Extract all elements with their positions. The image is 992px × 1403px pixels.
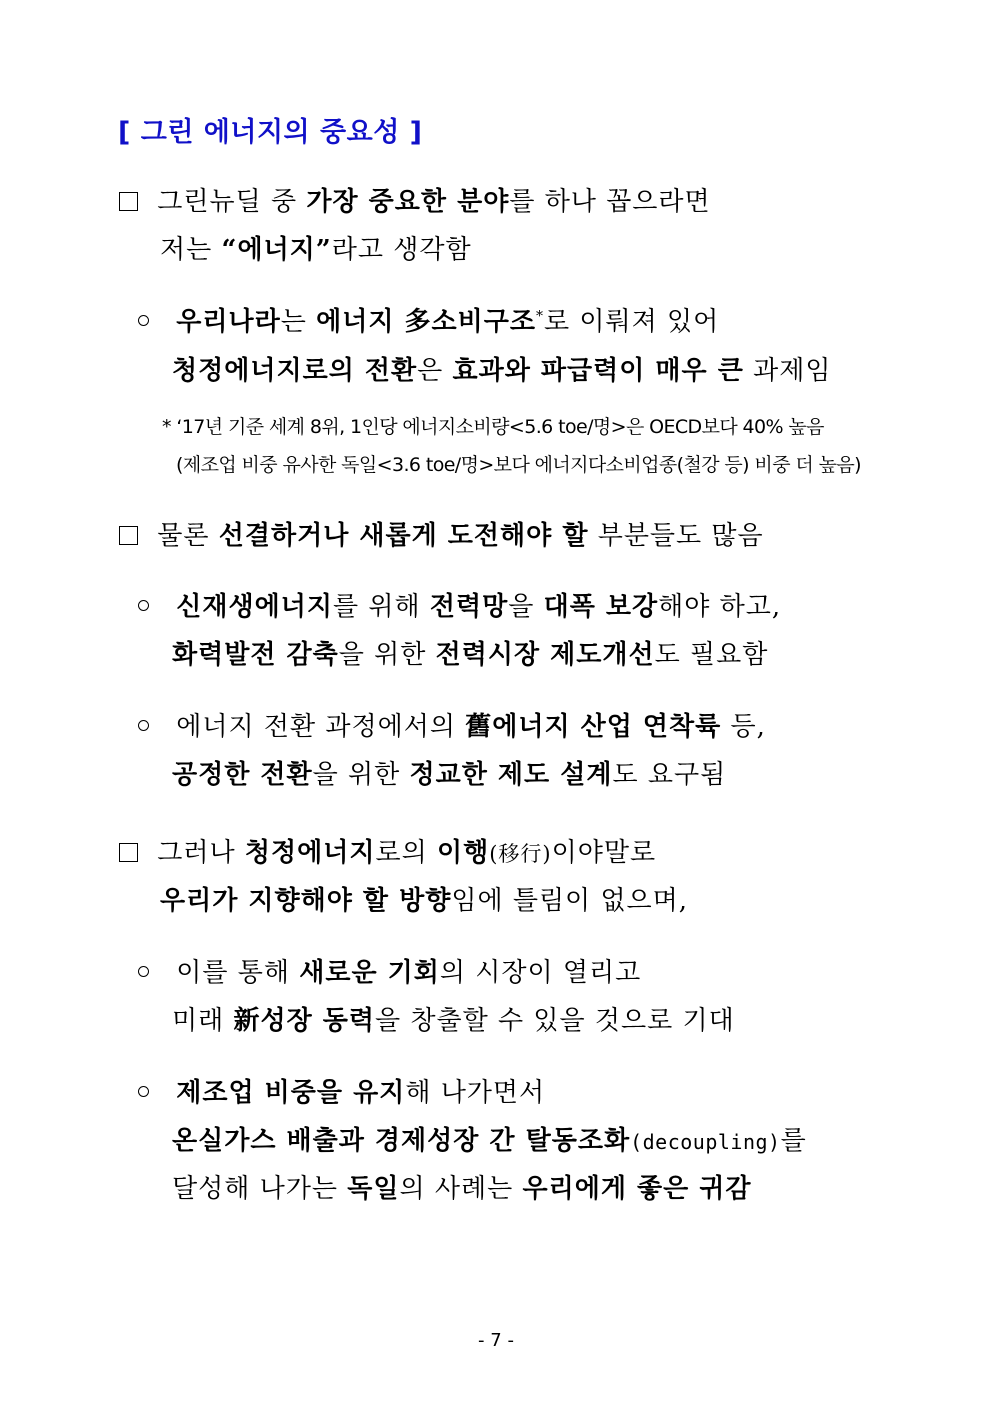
english-annotation: (decoupling): [630, 1130, 781, 1154]
circle-bullet-icon: [138, 1086, 149, 1097]
text: 는: [280, 307, 317, 337]
emphasis: 독일: [347, 1174, 400, 1204]
emphasis: 이행: [436, 838, 490, 868]
emphasis: “에너지”: [221, 235, 332, 265]
text: 을 창출할 수 있을 것으로 기대: [375, 1006, 735, 1036]
text: 이를 통해: [176, 958, 300, 988]
circle-bullet-icon: [138, 720, 149, 731]
page-number: - 7 -: [478, 1330, 514, 1351]
square-bullet-icon: [119, 526, 138, 545]
text: 에너지 전환 과정에서의: [176, 712, 466, 742]
text: 로 이뤄져 있어: [544, 307, 720, 337]
text: 도 요구됨: [612, 760, 727, 790]
emphasis: 우리가 지향해야 할 방향: [160, 886, 452, 916]
section-heading: [ 그린 에너지의 중요성 ]: [118, 117, 423, 148]
text: 그러나: [157, 838, 245, 868]
text: 미래: [172, 1006, 234, 1036]
section-1-line-1: [119, 189, 711, 215]
text: 를: [780, 1126, 807, 1156]
emphasis: 新성장 동력: [233, 1006, 376, 1036]
footnote-line-1: * ‘17년 기준 세계 8위, 1인당 에너지소비량<5.6 toe/명>은 OECD보다 40% 높음: [162, 416, 824, 438]
section-1-bullet-1-line-2: [172, 358, 831, 384]
emphasis: 신재생에너지: [176, 592, 333, 622]
text: 의 사례는: [399, 1174, 523, 1204]
emphasis: 대폭 보강: [543, 592, 659, 622]
emphasis: 전력망: [429, 592, 509, 622]
section-3-line-2: [160, 888, 688, 914]
text: 저는: [160, 235, 222, 265]
circle-bullet-icon: [138, 600, 149, 611]
emphasis: 화력발전 감축: [172, 640, 339, 670]
emphasis: 에너지 多소비구조: [316, 307, 536, 337]
emphasis: 청정에너지: [244, 838, 376, 868]
emphasis: 온실가스 배출과 경제성장 간 탈동조화: [172, 1126, 631, 1156]
square-bullet-icon: [119, 843, 138, 862]
emphasis: 공정한 전환: [172, 760, 313, 790]
section-1-bullet-1-line-1: [138, 309, 719, 335]
text: 해야 하고,: [658, 592, 782, 622]
text: 이야말로: [551, 838, 657, 868]
section-3-bullet-2-line-3: [172, 1176, 752, 1202]
section-2-bullet-1-line-2: [172, 642, 768, 668]
emphasis: 우리나라: [176, 307, 281, 337]
circle-bullet-icon: [138, 966, 149, 977]
section-3-line-1: [119, 840, 656, 866]
text: 를 하나 꼽으라면: [509, 187, 711, 217]
section-3-bullet-2-line-1: [138, 1080, 545, 1106]
text: 을 위한: [338, 640, 436, 670]
section-2-bullet-2-line-1: [138, 714, 766, 740]
section-3-bullet-1-line-2: [172, 1008, 735, 1034]
text: 과제임: [743, 356, 832, 386]
emphasis: 정교한 제도 설계: [409, 760, 613, 790]
square-bullet-icon: [119, 192, 138, 211]
section-2-line-1: [119, 523, 764, 549]
text: 로의: [375, 838, 437, 868]
text: 라고 생각함: [331, 235, 472, 265]
emphasis: 우리에게 좋은 귀감: [522, 1174, 752, 1204]
text: 을 위한: [312, 760, 410, 790]
text: 그린뉴딜 중: [157, 187, 307, 217]
text: 등,: [721, 712, 766, 742]
footnote-mark: *: [536, 308, 544, 325]
hanja-annotation: (移行): [489, 842, 552, 866]
section-2-bullet-2-line-2: [172, 762, 726, 788]
text: 은: [417, 356, 453, 386]
text: 달성해 나가는: [172, 1174, 348, 1204]
text: 를 위해: [332, 592, 430, 622]
emphasis: 전력시장 제도개선: [435, 640, 655, 670]
text: 도 필요함: [654, 640, 769, 670]
section-3-bullet-1-line-1: [138, 960, 641, 986]
emphasis: 효과와 파급력이 매우 큰: [452, 356, 744, 386]
emphasis: 선결하거나 새롭게 도전해야 할: [218, 521, 589, 551]
text: 을: [508, 592, 544, 622]
section-1-line-2: [160, 237, 472, 263]
text: 해 나가면서: [405, 1078, 546, 1108]
section-2-bullet-1-line-1: [138, 594, 781, 620]
text: 임에 틀림이 없으며,: [451, 886, 689, 916]
emphasis: 제조업 비중을 유지: [176, 1078, 406, 1108]
text: 의 시장이 열리고: [439, 958, 642, 988]
circle-bullet-icon: [138, 315, 149, 326]
text: 물론: [157, 521, 219, 551]
footnote-line-2: (제조업 비중 유사한 독일<3.6 toe/명>보다 에너지다소비업종(철강 등) 비중 더 높음): [176, 454, 861, 476]
emphasis: 가장 중요한 분야: [306, 187, 510, 217]
emphasis: 새로운 기회: [299, 958, 440, 988]
text: 부분들도 많음: [588, 521, 764, 551]
emphasis: 청정에너지로의 전환: [172, 356, 418, 386]
emphasis: 舊에너지 산업 연착륙: [465, 712, 722, 742]
section-3-bullet-2-line-2: [172, 1128, 807, 1154]
